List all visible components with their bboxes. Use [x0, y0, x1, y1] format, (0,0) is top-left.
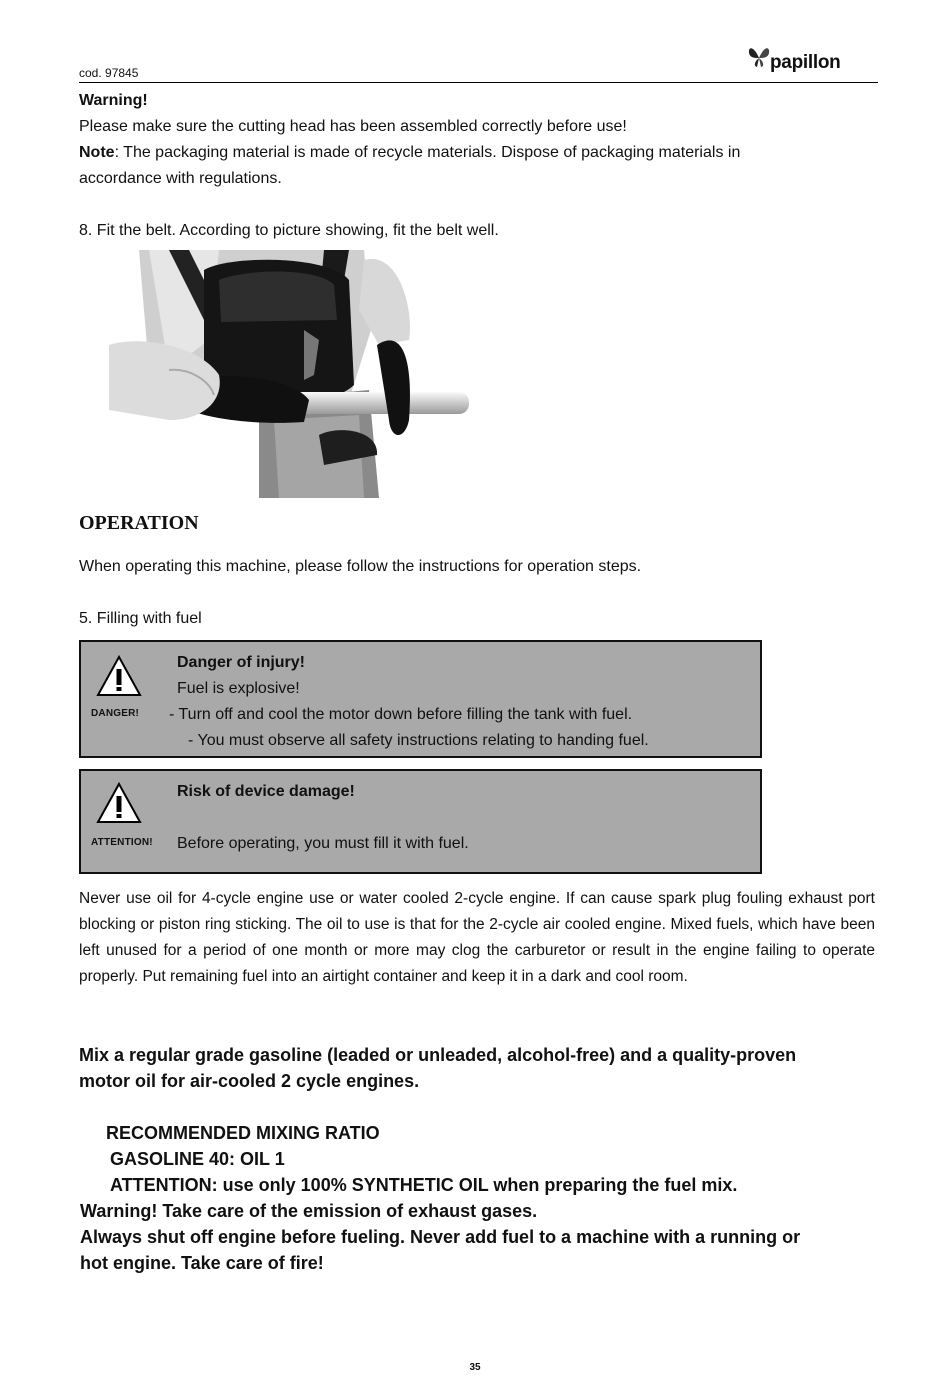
- attention-box: [79, 769, 762, 874]
- operation-heading: OPERATION: [79, 512, 199, 534]
- attention-title: Risk of device damage!: [177, 783, 355, 800]
- fuel-paragraph: Never use oil for 4-cycle engine use or water cooled 2-cycle engine. If can cause spark plug fouling exhaust port blocking or piston ring sticking. The oil to use is that for the 2-cycle air cooled engine. Mixed fuels, which have been left unused for a period of one month or more may clog the carburetor or result in the engine failing to operate properly. Put remaining fuel into an airtight container and keep it in a dark and cool room.: [79, 890, 875, 985]
- ratio-value: GASOLINE 40: OIL 1: [110, 1149, 285, 1169]
- warning-title: Warning!: [79, 92, 148, 109]
- warning-triangle-icon: [95, 654, 143, 698]
- note-text-continued: accordance with regulations.: [79, 170, 282, 187]
- fueling-warning-2: hot engine. Take care of fire!: [80, 1253, 324, 1273]
- document-code: cod. 97845: [79, 66, 139, 80]
- danger-tag: DANGER!: [91, 708, 140, 719]
- danger-line-3: - You must observe all safety instructions relating to handing fuel.: [188, 732, 649, 749]
- fueling-warning-1: Always shut off engine before fueling. Never add fuel to a machine with a running or: [80, 1227, 801, 1247]
- mix-line-2: motor oil for air-cooled 2 cycle engines.: [79, 1071, 420, 1091]
- synthetic-oil-attention: ATTENTION: use only 100% SYNTHETIC OIL when preparing the fuel mix.: [110, 1175, 738, 1195]
- danger-line-2: - Turn off and cool the motor down before filling the tank with fuel.: [169, 706, 633, 723]
- belt-fitting-photo: [109, 250, 469, 498]
- step-8-text: 8. Fit the belt. According to picture showing, fit the belt well.: [79, 222, 499, 239]
- attention-line-1: Before operating, you must fill it with fuel.: [177, 835, 469, 852]
- danger-title: Danger of injury!: [177, 654, 306, 671]
- note-text: : The packaging material is made of recycle materials. Dispose of packaging materials in: [114, 144, 741, 161]
- operation-intro: When operating this machine, please follow the instructions for operation steps.: [79, 558, 642, 575]
- ratio-title: RECOMMENDED MIXING RATIO: [106, 1123, 380, 1143]
- brand-logo: [748, 42, 860, 78]
- exhaust-warning: Warning! Take care of the emission of exhaust gases.: [80, 1201, 538, 1221]
- warning-triangle-icon: [95, 781, 143, 825]
- danger-box: [79, 640, 762, 758]
- danger-line-1: Fuel is explosive!: [177, 680, 300, 697]
- attention-tag: ATTENTION!: [91, 837, 153, 848]
- butterfly-icon: [748, 44, 770, 70]
- header-rule: [79, 82, 878, 83]
- step-5-text: 5. Filling with fuel: [79, 610, 202, 627]
- warning-text: Please make sure the cutting head has been assembled correctly before use!: [79, 118, 627, 135]
- brand-name: papillon: [770, 52, 841, 73]
- mix-line-1: Mix a regular grade gasoline (leaded or unleaded, alcohol-free) and a quality-proven: [79, 1045, 797, 1065]
- note-line: [79, 140, 740, 166]
- page-number: 35: [469, 1362, 481, 1373]
- note-label: Note: [79, 144, 115, 161]
